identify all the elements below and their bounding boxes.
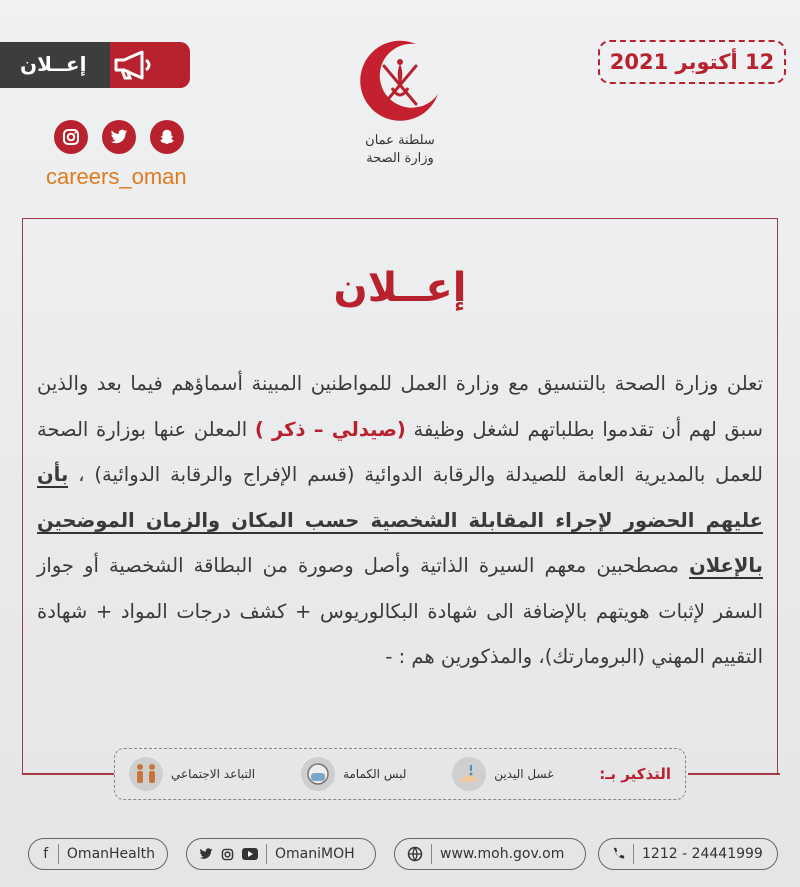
reminder-distancing	[129, 757, 255, 791]
facebook-handle: OmanHealth	[66, 846, 155, 862]
facebook-icon: f	[43, 846, 49, 862]
reminder-distancing-label: التباعد الاجتماعي	[171, 767, 256, 781]
facebook-pill[interactable]	[28, 838, 168, 870]
ministry-logo	[340, 36, 460, 186]
instagram-icon[interactable]	[54, 120, 88, 154]
twitter-icon[interactable]	[102, 120, 136, 154]
careers-handle[interactable]: careers_oman	[46, 164, 187, 189]
job-title-highlight: (صيدلي – ذكر )	[254, 417, 406, 441]
instagram-icon	[221, 848, 234, 861]
snapchat-icon[interactable]	[150, 120, 184, 154]
face-mask-icon	[301, 757, 335, 791]
website-url: www.moh.gov.om	[440, 846, 565, 862]
notice-body	[37, 361, 763, 680]
social-distancing-icon	[129, 757, 163, 791]
phone-number: 1212 - 24441999	[642, 846, 763, 862]
notice-body-intro: تعلن وزارة الصحة بالتنسيق مع وزارة العمل للمواطنين المبينة أسماؤهم فيما بعد والذين سبق لهم أن تقدموا بطلباتهم لشغل وظيفة	[37, 372, 763, 441]
hand-wash-icon	[452, 757, 486, 791]
frame-divider-right	[688, 773, 780, 775]
social-block	[46, 120, 196, 190]
social-handle: OmaniMOH	[275, 846, 355, 862]
reminder-strip	[114, 748, 686, 800]
announcement-tag-label: إعــلان	[20, 52, 87, 76]
social-pill[interactable]	[186, 838, 376, 870]
logo-text-ministry: وزارة الصحة	[366, 151, 434, 166]
frame-divider-left	[22, 773, 114, 775]
globe-icon	[407, 846, 423, 862]
reminder-handwash	[452, 757, 553, 791]
reminder-mask	[301, 757, 406, 791]
phone-divider	[633, 844, 634, 864]
phone-icon	[611, 847, 625, 861]
date-badge: 12 أكتوبر 2021	[598, 40, 786, 84]
facebook-divider	[58, 844, 59, 864]
reminder-title: التذكير بـ:	[599, 765, 671, 783]
reminder-handwash-label: غسل اليدين	[494, 767, 554, 781]
website-divider	[431, 844, 432, 864]
interview-instruction: بأن عليهم الحضور لإجراء المقابلة الشخصية حسب المكان والزمان الموضحين بالإعلان	[37, 463, 763, 577]
notice-title: إعــلان	[333, 265, 467, 311]
notice-frame	[22, 218, 778, 774]
ministry-emblem	[354, 36, 446, 128]
megaphone-icon	[112, 50, 156, 80]
announcement-tag	[0, 42, 190, 88]
phone-pill[interactable]	[598, 838, 778, 870]
reminder-mask-label: لبس الكمامة	[342, 767, 407, 781]
logo-text-country: سلطنة عمان	[365, 133, 435, 148]
footer	[0, 838, 800, 872]
website-pill[interactable]	[394, 838, 586, 870]
notice-body-department: المعلن عنها بوزارة الصحة للعمل بالمديرية العامة للصيدلة والرقابة الدوائية (قسم الإفراج والرقابة الدوائية) ،	[37, 417, 763, 486]
notice-body-documents: مصطحبين معهم السيرة الذاتية وأصل وصورة من البطاقة الشخصية أو جواز السفر لإثبات هويتهم بالإضافة الى شهادة البكالوريوس + كشف درجات المواد + شهادة التقييم المهني (البرومارتك)، والمذكورين هم : -	[37, 554, 763, 668]
youtube-icon	[242, 848, 258, 860]
twitter-icon	[199, 848, 213, 860]
social-divider	[266, 844, 267, 864]
